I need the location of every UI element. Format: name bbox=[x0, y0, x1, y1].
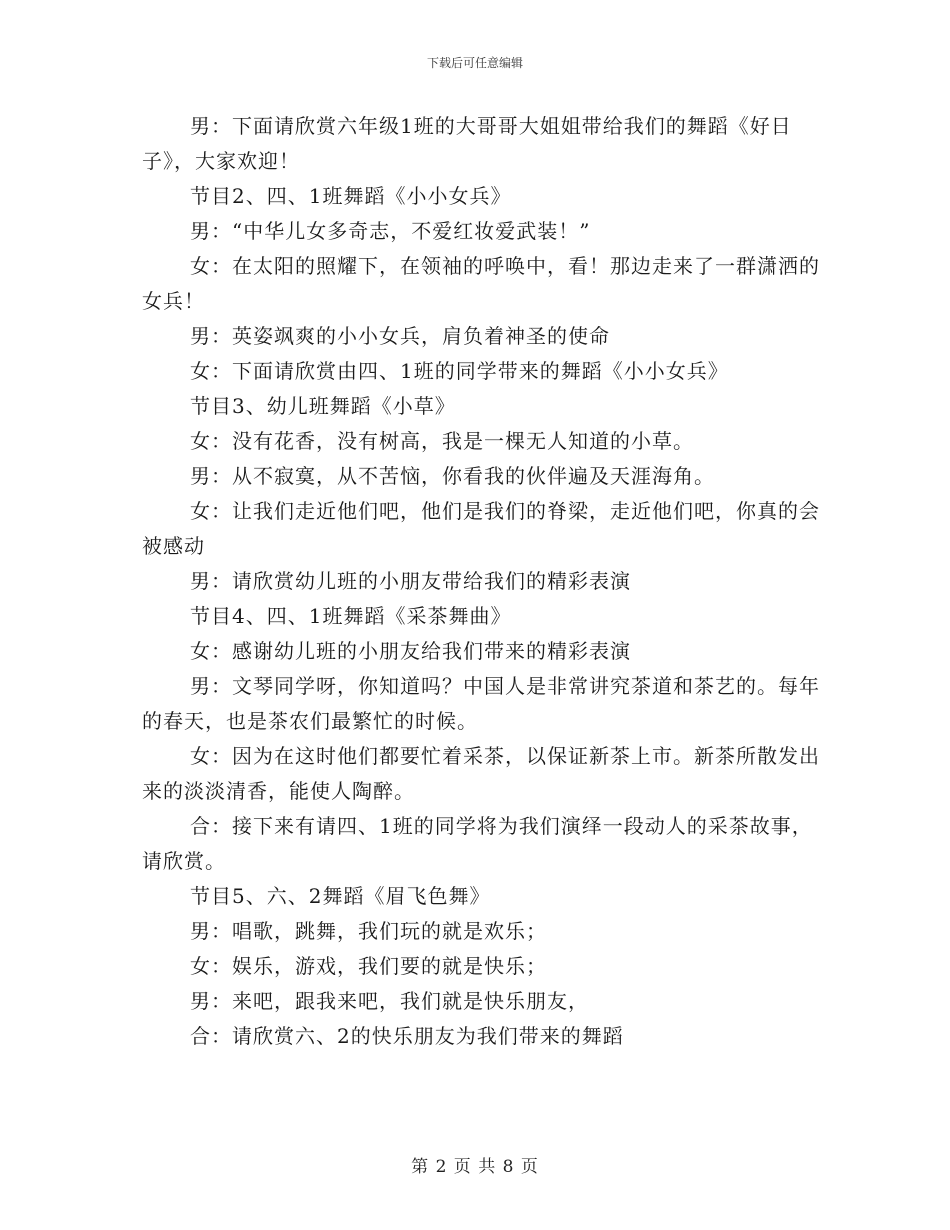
paragraph: 节目3、幼儿班舞蹈《小草》 bbox=[190, 394, 456, 418]
document-body bbox=[142, 109, 822, 1054]
paragraph: 男：文琴同学呀，你知道吗？中国人是非常讲究茶道和茶艺的。每年的春天，也是茶农们最繁忙的时候。 bbox=[142, 674, 820, 733]
paragraph: 合：接下来有请四、1班的同学将为我们演绎一段动人的采茶故事，请欣赏。 bbox=[142, 814, 813, 873]
paragraph: 女：娱乐，游戏，我们要的就是快乐； bbox=[190, 954, 547, 978]
paragraph: 节目2、四、1班舞蹈《小小女兵》 bbox=[190, 184, 512, 208]
paragraph: 男：英姿飒爽的小小女兵，肩负着神圣的使命 bbox=[190, 324, 610, 348]
paragraph: 女：感谢幼儿班的小朋友给我们带来的精彩表演 bbox=[190, 639, 631, 663]
paragraph: 男：唱歌，跳舞，我们玩的就是欢乐； bbox=[190, 919, 547, 943]
paragraph: 女：让我们走近他们吧，他们是我们的脊梁，走近他们吧，你真的会被感动 bbox=[142, 499, 820, 558]
page-number-footer: 第 2 页 共 8 页 bbox=[411, 1157, 539, 1177]
paragraph: 男：请欣赏幼儿班的小朋友带给我们的精彩表演 bbox=[190, 569, 631, 593]
paragraph: 男：下面请欣赏六年级1班的大哥哥大姐姐带给我们的舞蹈《好日子》，大家欢迎！ bbox=[142, 114, 792, 173]
paragraph: 合：请欣赏六、2的快乐朋友为我们带来的舞蹈 bbox=[190, 1024, 624, 1048]
paragraph: 男：从不寂寞，从不苦恼，你看我的伙伴遍及天涯海角。 bbox=[190, 464, 715, 488]
paragraph: 男：“中华儿女多奇志，不爱红妆爱武装！” bbox=[190, 219, 591, 243]
paragraph: 男：来吧，跟我来吧，我们就是快乐朋友， bbox=[190, 989, 589, 1013]
paragraph: 节目5、六、2舞蹈《眉飞色舞》 bbox=[190, 884, 491, 908]
paragraph: 节目4、四、1班舞蹈《采茶舞曲》 bbox=[190, 604, 512, 628]
paragraph: 女：下面请欣赏由四、1班的同学带来的舞蹈《小小女兵》 bbox=[190, 359, 729, 383]
page-header: 下载后可任意编辑 bbox=[426, 56, 523, 70]
paragraph: 女：在太阳的照耀下，在领袖的呼唤中，看！那边走来了一群潇洒的女兵！ bbox=[142, 254, 820, 313]
paragraph: 女：没有花香，没有树高，我是一棵无人知道的小草。 bbox=[190, 429, 694, 453]
paragraph: 女：因为在这时他们都要忙着采茶，以保证新茶上市。新茶所散发出来的淡淡清香，能使人陶醉。 bbox=[142, 744, 820, 803]
